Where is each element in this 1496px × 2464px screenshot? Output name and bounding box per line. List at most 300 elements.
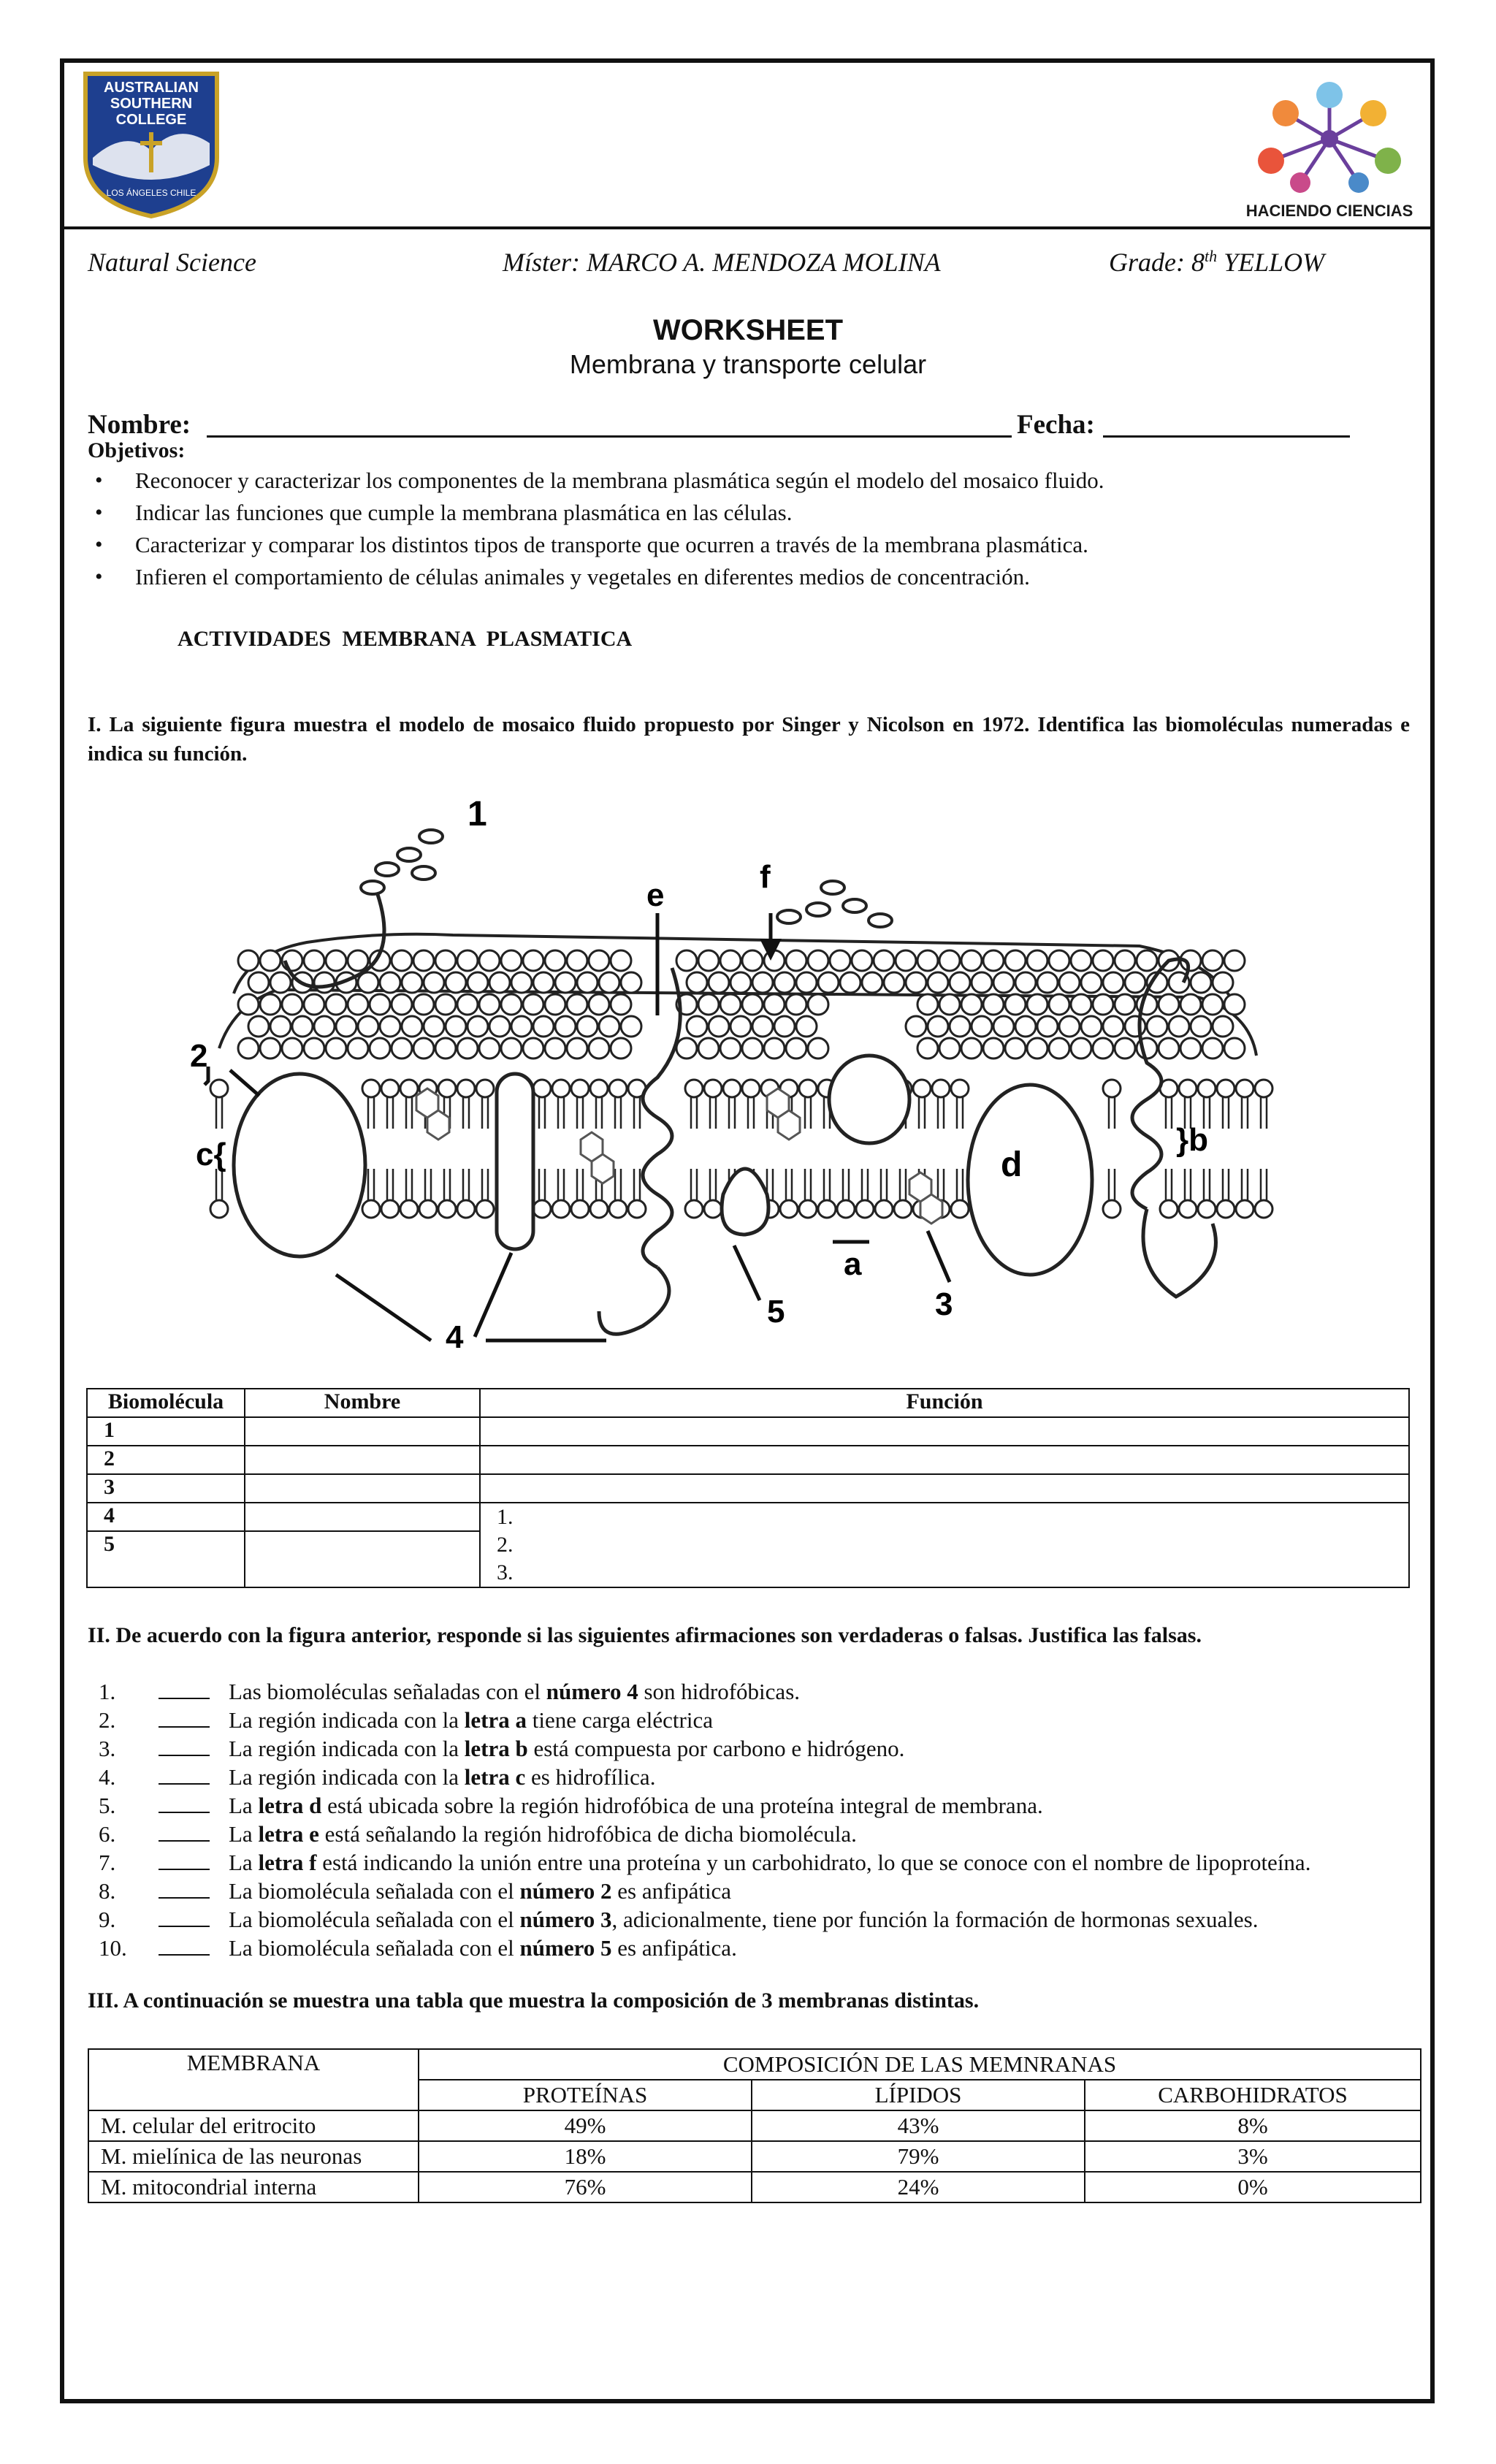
surface-particle	[326, 950, 346, 971]
surface-particle	[1159, 994, 1179, 1015]
row-label: 5	[87, 1531, 245, 1587]
statement-text: , adicionalmente, tiene por función la formación de hormonas sexuales.	[611, 1907, 1259, 1932]
answer-blank[interactable]	[159, 1937, 210, 1956]
surface-particle	[304, 1038, 324, 1059]
surface-particle	[621, 972, 641, 993]
surface-particle	[1191, 1016, 1211, 1037]
funcion-cell[interactable]	[480, 1446, 1409, 1474]
science-logo	[1242, 80, 1417, 224]
surface-particle	[961, 994, 982, 1015]
surface-particle	[1005, 950, 1026, 971]
statements-list	[99, 1677, 1310, 1962]
school-logo-line-3: COLLEGE	[115, 112, 187, 128]
col-nombre: Nombre	[245, 1389, 480, 1417]
surface-particle	[248, 972, 269, 993]
phospholipid-head	[381, 1200, 399, 1218]
surface-particle	[358, 1016, 378, 1037]
surface-particle	[1202, 994, 1223, 1015]
phospholipid-head	[1217, 1080, 1234, 1097]
label-a: a	[844, 1246, 862, 1282]
surface-particle	[764, 994, 785, 1015]
surface-particle	[1081, 1016, 1102, 1037]
surface-particle	[983, 994, 1004, 1015]
surface-particle	[917, 1038, 938, 1059]
answer-blank[interactable]	[159, 1908, 210, 1927]
surface-particle	[928, 972, 948, 993]
surface-particle	[928, 1016, 948, 1037]
statement-text: La biomolécula señalada con el	[229, 1878, 520, 1904]
objective-item: • Caracterizar y comparar los distintos tipos de transporte que ocurren a través de la membrana plasmática.	[135, 529, 1104, 561]
surface-particle	[939, 950, 960, 971]
statement-text: La biomolécula señalada con el	[229, 1907, 520, 1932]
carbohidratos-value: 3%	[1085, 2141, 1421, 2172]
surface-particle	[698, 950, 719, 971]
statement-number: 10.	[99, 1935, 127, 1961]
answer-blank[interactable]	[159, 1766, 210, 1785]
surface-particle	[392, 994, 412, 1015]
surface-particle	[1049, 994, 1069, 1015]
label-1: 1	[468, 795, 487, 834]
section-3-instructions: III. A continuación se muestra una tabla que muestra la composición de 3 membranas distintas.	[88, 1988, 980, 2013]
surface-particle	[917, 950, 938, 971]
surface-particle	[993, 1016, 1014, 1037]
carbohidratos-value: 8%	[1085, 2110, 1421, 2141]
surface-particle	[808, 1038, 828, 1059]
statement-text: Las biomoléculas señaladas con el	[229, 1679, 546, 1704]
label-4: 4	[446, 1319, 464, 1355]
surface-particle	[1081, 972, 1102, 993]
surface-particle	[577, 972, 598, 993]
worksheet-subtitle: Membrana y transporte celular	[569, 349, 927, 379]
nombre-cell[interactable]	[245, 1474, 480, 1503]
surface-particle	[348, 950, 368, 971]
surface-particle	[1071, 994, 1091, 1015]
label-5: 5	[767, 1294, 785, 1330]
surface-particle	[468, 1016, 488, 1037]
answer-blank[interactable]	[159, 1680, 210, 1699]
surface-particle	[720, 1038, 741, 1059]
phospholipid-head	[875, 1200, 893, 1218]
surface-particle	[402, 972, 422, 993]
surface-particle	[589, 1038, 609, 1059]
surface-particle	[808, 950, 828, 971]
surface-particle	[1005, 994, 1026, 1015]
surface-particle	[314, 1016, 335, 1037]
statement-emphasis: letra f	[258, 1850, 317, 1875]
nombre-cell[interactable]	[245, 1417, 480, 1446]
surface-particle	[950, 972, 970, 993]
surface-particle	[545, 994, 565, 1015]
phospholipid-head	[1179, 1080, 1197, 1097]
biomolecule-table	[86, 1388, 1410, 1588]
surface-particle	[479, 950, 500, 971]
phospholipid-head	[533, 1200, 551, 1218]
statement-text: está señalando la región hidrofóbica de dicha biomolécula.	[318, 1821, 857, 1847]
phospholipid-head	[685, 1080, 703, 1097]
answer-blank[interactable]	[159, 1823, 210, 1842]
phospholipid-head	[1198, 1080, 1216, 1097]
phospholipid-head	[1217, 1200, 1234, 1218]
phospholipid-head	[552, 1080, 570, 1097]
surface-particle	[1202, 950, 1223, 971]
lipidos-value: 79%	[752, 2141, 1085, 2172]
phospholipid-head	[704, 1200, 722, 1218]
surface-particle	[446, 1016, 466, 1037]
table-row	[88, 2110, 1421, 2141]
label-3: 3	[935, 1286, 953, 1322]
surface-particle	[392, 1038, 412, 1059]
surface-particle	[1180, 994, 1201, 1015]
surface-particle	[238, 950, 259, 971]
statement-item	[99, 1848, 1310, 1877]
statement-text: es anfipática.	[611, 1935, 737, 1961]
activities-heading: ACTIVIDADES MEMBRANA PLASMATICA	[178, 627, 633, 651]
col-membrana: MEMBRANA	[88, 2049, 419, 2110]
surface-particle	[555, 1016, 576, 1037]
funcion-line: 1.	[497, 1505, 514, 1529]
surface-particle	[567, 994, 587, 1015]
statement-text: está ubicada sobre la región hidrofóbica de una proteína integral de membrana.	[321, 1793, 1043, 1818]
surface-particle	[1059, 1016, 1080, 1037]
lipidos-value: 24%	[752, 2172, 1085, 2202]
surface-particle	[479, 994, 500, 1015]
statement-item	[99, 1706, 1310, 1734]
surface-particle	[730, 972, 751, 993]
lipidos-value: 43%	[752, 2110, 1085, 2141]
surface-particle	[523, 994, 543, 1015]
surface-particle	[314, 972, 335, 993]
membrane-name: M. mielínica de las neuronas	[88, 2141, 419, 2172]
label-e: e	[646, 877, 665, 913]
surface-particle	[1005, 1038, 1026, 1059]
surface-particle	[545, 1038, 565, 1059]
proteinas-value: 49%	[419, 2110, 752, 2141]
statement-number: 7.	[99, 1850, 116, 1875]
surface-particle	[709, 1016, 729, 1037]
surface-particle	[709, 972, 729, 993]
surface-particle	[972, 972, 992, 993]
phospholipid-head	[438, 1080, 456, 1097]
surface-particle	[468, 972, 488, 993]
surface-particle	[1213, 1016, 1233, 1037]
surface-particle	[1049, 1038, 1069, 1059]
col-proteinas: PROTEÍNAS	[419, 2080, 752, 2110]
surface-particle	[336, 1016, 356, 1037]
phospholipid-head	[400, 1200, 418, 1218]
phospholipid-head	[400, 1080, 418, 1097]
surface-particle	[435, 994, 456, 1015]
proteinas-value: 18%	[419, 2141, 752, 2172]
surface-particle	[1037, 1016, 1058, 1037]
row-label: 3	[87, 1474, 245, 1503]
col-carbohidratos: CARBOHIDRATOS	[1085, 2080, 1421, 2110]
phospholipid-head	[571, 1080, 589, 1097]
surface-particle	[1027, 994, 1047, 1015]
surface-particle	[599, 972, 619, 993]
statement-item	[99, 1877, 1310, 1905]
surface-particle	[248, 1016, 269, 1037]
surface-particle	[567, 1038, 587, 1059]
phospholipid-head	[704, 1080, 722, 1097]
statement-text: La región indicada con la	[229, 1764, 465, 1790]
surface-particle	[698, 994, 719, 1015]
statement-text: La región indicada con la	[229, 1736, 465, 1761]
surface-particle	[862, 972, 882, 993]
surface-particle	[906, 1016, 926, 1037]
statement-emphasis: número 3	[519, 1907, 612, 1932]
phospholipid-head	[1255, 1200, 1272, 1218]
surface-particle	[1071, 950, 1091, 971]
header-divider	[60, 226, 1435, 229]
phospholipid-head	[590, 1080, 608, 1097]
name-field[interactable]	[207, 435, 1012, 438]
surface-particle	[1015, 1016, 1036, 1037]
surface-particle	[489, 1016, 510, 1037]
surface-particle	[917, 994, 938, 1015]
col-lipidos: LÍPIDOS	[752, 2080, 1085, 2110]
phospholipid-head	[476, 1200, 494, 1218]
col-funcion: Función	[480, 1389, 1409, 1417]
statement-text: es anfipática	[611, 1878, 732, 1904]
answer-blank[interactable]	[159, 1851, 210, 1870]
phospholipid-head	[609, 1200, 627, 1218]
surface-particle	[983, 950, 1004, 971]
label-2: 2	[190, 1038, 208, 1074]
teacher-label: Míster: MARCO A. MENDOZA MOLINA	[503, 248, 941, 277]
statement-text: está indicando la unión entre una proteína y un carbohidrato, lo que se conoce con el nombre de lipoproteína.	[316, 1850, 1311, 1875]
surface-particle	[774, 1016, 795, 1037]
surface-particle	[270, 1016, 291, 1037]
membrane-name: M. celular del eritrocito	[88, 2110, 419, 2141]
col-composicion: COMPOSICIÓN DE LAS MEMNRANAS	[419, 2049, 1421, 2080]
surface-particle	[698, 1038, 719, 1059]
surface-particle	[752, 972, 773, 993]
surface-particle	[1115, 994, 1135, 1015]
phospholipid-head	[1179, 1200, 1197, 1218]
nombre-cell[interactable]	[245, 1446, 480, 1474]
surface-particle	[457, 994, 478, 1015]
surface-particle	[808, 994, 828, 1015]
nombre-cell[interactable]	[245, 1503, 480, 1531]
surface-particle	[1015, 972, 1036, 993]
phospholipid-head	[856, 1200, 874, 1218]
row-label: 2	[87, 1446, 245, 1474]
surface-particle	[292, 1016, 313, 1037]
surface-particle	[435, 950, 456, 971]
funcion-cell-merged[interactable]	[480, 1503, 1409, 1587]
phospholipid-head	[457, 1080, 475, 1097]
phospholipid-head	[210, 1200, 228, 1218]
statement-number: 1.	[99, 1679, 116, 1704]
surface-particle	[304, 950, 324, 971]
statement-item	[99, 1763, 1310, 1791]
answer-blank[interactable]	[159, 1709, 210, 1728]
phospholipid-head	[533, 1080, 551, 1097]
phospholipid-head	[628, 1200, 646, 1218]
surface-particle	[983, 1038, 1004, 1059]
surface-particle	[1224, 994, 1245, 1015]
surface-particle	[370, 1038, 390, 1059]
statement-emphasis: número 4	[546, 1679, 638, 1704]
surface-particle	[1103, 972, 1123, 993]
statement-emphasis: letra d	[258, 1793, 322, 1818]
surface-particle	[1125, 1016, 1145, 1037]
science-logo-text: HACIENDO CIENCIAS	[1245, 202, 1413, 220]
phospholipid-head	[913, 1080, 931, 1097]
surface-particle	[774, 972, 795, 993]
statement-emphasis: letra e	[258, 1821, 319, 1847]
surface-particle	[523, 1038, 543, 1059]
statement-emphasis: letra a	[464, 1707, 527, 1733]
surface-particle	[555, 972, 576, 993]
phospholipid-head	[780, 1200, 798, 1218]
carbohidratos-value: 0%	[1085, 2172, 1421, 2202]
phospholipid-head	[951, 1080, 969, 1097]
statement-item	[99, 1820, 1310, 1848]
objective-item: • Infieren el comportamiento de células animales y vegetales en diferentes medios de concentración.	[135, 561, 1104, 593]
surface-particle	[326, 994, 346, 1015]
surface-particle	[260, 994, 280, 1015]
surface-particle	[413, 994, 434, 1015]
statement-text: tiene carga eléctrica	[527, 1707, 713, 1733]
phospholipid-head	[362, 1200, 380, 1218]
statement-text: son hidrofóbicas.	[638, 1679, 801, 1704]
surface-particle	[424, 972, 444, 993]
surface-particle	[326, 1038, 346, 1059]
surface-particle	[818, 972, 839, 993]
statement-item	[99, 1734, 1310, 1763]
phospholipid-head	[609, 1080, 627, 1097]
surface-particle	[501, 950, 522, 971]
phospholipid-head	[818, 1200, 836, 1218]
surface-particle	[533, 972, 554, 993]
statement-text: La	[229, 1850, 259, 1875]
surface-particle	[906, 972, 926, 993]
phospholipid-head	[799, 1080, 817, 1097]
answer-blank[interactable]	[159, 1794, 210, 1813]
surface-particle	[786, 950, 806, 971]
surface-particle	[424, 1016, 444, 1037]
statement-emphasis: letra b	[464, 1736, 528, 1761]
table-row	[88, 2172, 1421, 2202]
funcion-cell[interactable]	[480, 1474, 1409, 1503]
surface-particle	[1093, 994, 1113, 1015]
surface-particle	[972, 1016, 992, 1037]
composition-table	[88, 2048, 1421, 2203]
surface-particle	[939, 994, 960, 1015]
phospholipid-head	[1160, 1200, 1178, 1218]
phospholipid-head	[419, 1200, 437, 1218]
surface-particle	[720, 994, 741, 1015]
surface-particle	[545, 950, 565, 971]
surface-particle	[304, 994, 324, 1015]
nombre-cell[interactable]	[245, 1531, 480, 1587]
surface-particle	[348, 994, 368, 1015]
surface-particle	[402, 1016, 422, 1037]
surface-particle	[479, 1038, 500, 1059]
phospholipid-head	[932, 1080, 950, 1097]
answer-blank[interactable]	[159, 1880, 210, 1899]
statement-text: La	[229, 1793, 259, 1818]
statement-number: 4.	[99, 1764, 116, 1790]
surface-particle	[993, 972, 1014, 993]
surface-particle	[1213, 972, 1233, 993]
surface-particle	[1115, 950, 1135, 971]
surface-particle	[489, 972, 510, 993]
surface-particle	[501, 994, 522, 1015]
school-logo-line-2: SOUTHERN	[110, 96, 193, 112]
phospholipid-head	[590, 1200, 608, 1218]
statement-text: La biomolécula señalada con el	[229, 1935, 520, 1961]
surface-particle	[896, 950, 916, 971]
funcion-line: 2.	[497, 1533, 514, 1557]
objective-item: • Indicar las funciones que cumple la membrana plasmática en las células.	[135, 497, 1104, 529]
phospholipid-head	[210, 1080, 228, 1097]
surface-particle	[1049, 950, 1069, 971]
surface-particle	[567, 950, 587, 971]
phospholipid-head	[438, 1200, 456, 1218]
surface-particle	[742, 1038, 763, 1059]
surface-particle	[1169, 1016, 1189, 1037]
surface-particle	[589, 994, 609, 1015]
date-field[interactable]	[1103, 435, 1350, 438]
funcion-line: 3.	[497, 1560, 514, 1584]
phospholipid-head	[1198, 1200, 1216, 1218]
surface-particle	[260, 1038, 280, 1059]
surface-particle	[511, 1016, 532, 1037]
surface-particle	[270, 972, 291, 993]
phospholipid-head	[457, 1200, 475, 1218]
phospholipid-head	[723, 1080, 741, 1097]
statement-number: 8.	[99, 1878, 116, 1904]
objectives-list	[135, 465, 1104, 593]
phospholipid-head	[1236, 1080, 1253, 1097]
surface-particle	[884, 972, 904, 993]
surface-particle	[1071, 1038, 1091, 1059]
statement-text: La	[229, 1821, 259, 1847]
surface-particle	[392, 950, 412, 971]
surface-particle	[380, 1016, 400, 1037]
statement-number: 2.	[99, 1707, 116, 1733]
phospholipid-head	[951, 1200, 969, 1218]
surface-particle	[939, 1038, 960, 1059]
label-f: f	[760, 859, 771, 895]
surface-particle	[950, 1016, 970, 1037]
surface-particle	[282, 994, 302, 1015]
surface-particle	[752, 1016, 773, 1037]
surface-particle	[1191, 972, 1211, 993]
surface-particle	[577, 1016, 598, 1037]
statement-number: 5.	[99, 1793, 116, 1818]
statement-number: 9.	[99, 1907, 116, 1932]
funcion-cell[interactable]	[480, 1417, 1409, 1446]
school-logo	[82, 70, 221, 219]
label-d: d	[1001, 1145, 1023, 1184]
surface-particle	[840, 972, 860, 993]
phospholipid-head	[799, 1200, 817, 1218]
objectives-label: Objetivos:	[88, 438, 186, 462]
statement-item	[99, 1934, 1310, 1962]
surface-particle	[611, 950, 631, 971]
surface-particle	[1224, 1038, 1245, 1059]
surface-particle	[457, 1038, 478, 1059]
surface-particle	[1224, 950, 1245, 971]
surface-particle	[501, 1038, 522, 1059]
answer-blank[interactable]	[159, 1737, 210, 1756]
phospholipid-head	[837, 1200, 855, 1218]
surface-particle	[687, 1016, 707, 1037]
surface-particle	[1103, 1016, 1123, 1037]
